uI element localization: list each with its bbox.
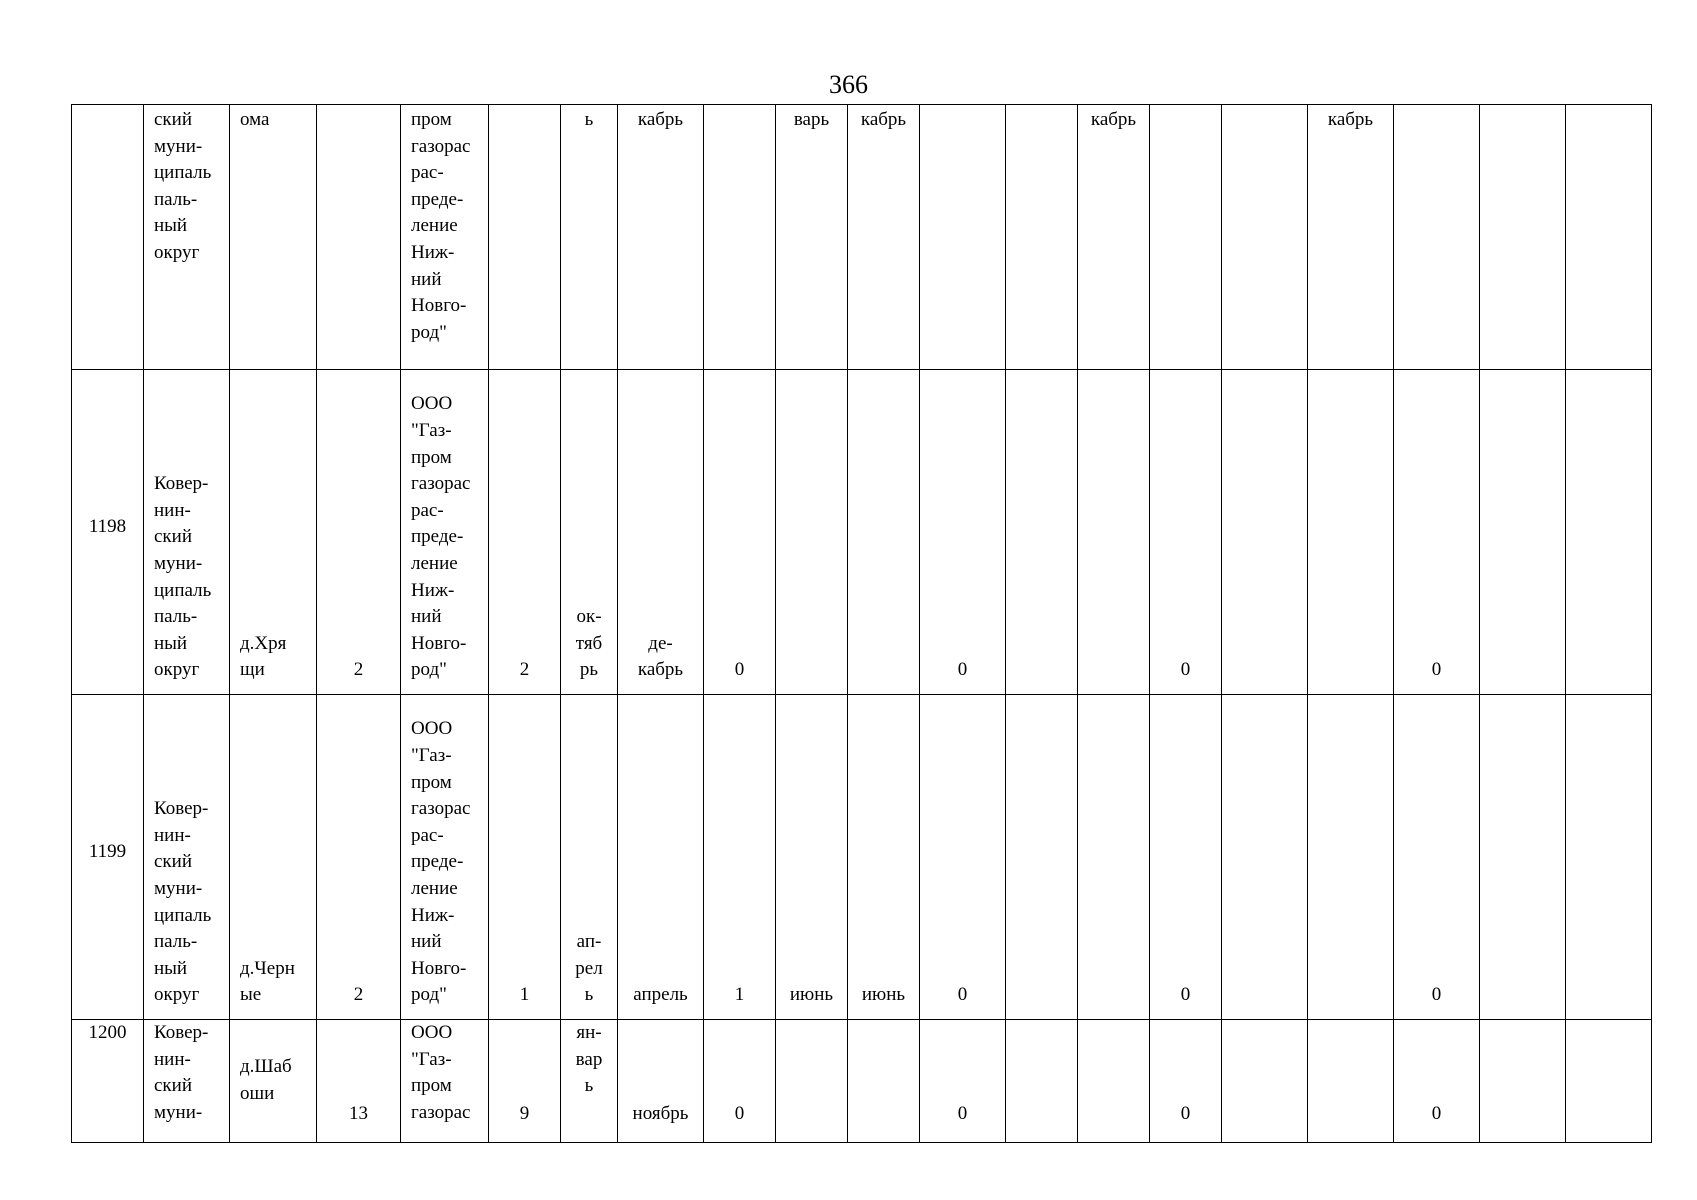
- table-cell: 0: [1150, 370, 1222, 695]
- table-cell: 0: [1394, 1020, 1480, 1143]
- table-cell: [1150, 105, 1222, 370]
- table-cell: 0: [1150, 695, 1222, 1020]
- table-cell: [1078, 1020, 1150, 1143]
- district-cell: Ковер- нин- ский муни- ципаль паль- ный округ: [144, 695, 230, 1020]
- table-cell: июнь: [776, 695, 848, 1020]
- table-row: [72, 105, 1652, 370]
- table-cell: кабрь: [1078, 105, 1150, 370]
- organization-cell: ООО "Газ- пром газорас рас- преде- ление Ниж- ний Новго- род": [401, 370, 489, 695]
- table-cell: [1222, 105, 1308, 370]
- table-cell: [1006, 105, 1078, 370]
- table-cell: [1006, 695, 1078, 1020]
- table-cell: [1566, 1020, 1652, 1143]
- organization-cell: ООО "Газ- пром газорас: [401, 1020, 489, 1143]
- table-cell: кабрь: [1308, 105, 1394, 370]
- table-cell: [1480, 695, 1566, 1020]
- district-cell: ский муни- ципаль паль- ный округ: [144, 105, 230, 370]
- table-cell: ь: [561, 105, 618, 370]
- table-cell: [776, 1020, 848, 1143]
- table-cell: [1480, 105, 1566, 370]
- settlement-cell: ома: [230, 105, 317, 370]
- table-cell: 0: [1394, 370, 1480, 695]
- table-cell: 0: [1394, 695, 1480, 1020]
- table-cell: 0: [920, 1020, 1006, 1143]
- table-cell: [920, 105, 1006, 370]
- table-cell: кабрь: [848, 105, 920, 370]
- table-cell: варь: [776, 105, 848, 370]
- table-cell: [1222, 370, 1308, 695]
- table-cell: де- кабрь: [618, 370, 704, 695]
- table-cell: 9: [489, 1020, 561, 1143]
- table-cell: ап- рел ь: [561, 695, 618, 1020]
- table-cell: 2: [489, 370, 561, 695]
- table-cell: [1480, 370, 1566, 695]
- table-cell: 13: [317, 1020, 401, 1143]
- table-cell: 1: [704, 695, 776, 1020]
- table-cell: ок- тяб рь: [561, 370, 618, 695]
- table-cell: 0: [704, 370, 776, 695]
- table-cell: 2: [317, 370, 401, 695]
- table-cell: [1006, 370, 1078, 695]
- table-row: [72, 1020, 1652, 1143]
- table-cell: апрель: [618, 695, 704, 1020]
- row-number: 1200: [72, 1020, 144, 1143]
- table-cell: 0: [1150, 1020, 1222, 1143]
- table-cell: [1480, 1020, 1566, 1143]
- table-cell: [1308, 695, 1394, 1020]
- table-cell: [317, 105, 401, 370]
- table-cell: [1566, 695, 1652, 1020]
- settlement-cell: д.Хря щи: [230, 370, 317, 695]
- table-cell: 2: [317, 695, 401, 1020]
- table-cell: [1308, 1020, 1394, 1143]
- table-cell: [1394, 105, 1480, 370]
- table-cell: [1222, 695, 1308, 1020]
- row-number: 1199: [72, 695, 144, 1020]
- organization-cell: пром газорас рас- преде- ление Ниж- ний Новго- род": [401, 105, 489, 370]
- table-cell: кабрь: [618, 105, 704, 370]
- district-cell: Ковер- нин- ский муни- ципаль паль- ный округ: [144, 370, 230, 695]
- row-number: 1198: [72, 370, 144, 695]
- table-cell: ян- вар ь: [561, 1020, 618, 1143]
- district-cell: Ковер- нин- ский муни-: [144, 1020, 230, 1143]
- table-cell: [1566, 370, 1652, 695]
- table-cell: [1308, 370, 1394, 695]
- data-table: [71, 104, 1652, 1143]
- table-cell: [704, 105, 776, 370]
- table-cell: [489, 105, 561, 370]
- table-cell: [1078, 695, 1150, 1020]
- table-cell: 1: [489, 695, 561, 1020]
- table-cell: [776, 370, 848, 695]
- table-cell: [1006, 1020, 1078, 1143]
- table-cell: 0: [920, 370, 1006, 695]
- table-cell: [1566, 105, 1652, 370]
- table-cell: [1222, 1020, 1308, 1143]
- table-cell: 0: [704, 1020, 776, 1143]
- table-cell: июнь: [848, 695, 920, 1020]
- settlement-cell: д.Шаб оши: [230, 1020, 317, 1143]
- table-row: [72, 370, 1652, 695]
- table-cell: [848, 370, 920, 695]
- row-number: [72, 105, 144, 370]
- table-cell: [1078, 370, 1150, 695]
- settlement-cell: д.Черн ые: [230, 695, 317, 1020]
- table-cell: ноябрь: [618, 1020, 704, 1143]
- table-row: [72, 695, 1652, 1020]
- table-cell: 0: [920, 695, 1006, 1020]
- table-cell: [848, 1020, 920, 1143]
- organization-cell: ООО "Газ- пром газорас рас- преде- ление Ниж- ний Новго- род": [401, 695, 489, 1020]
- page-number: 366: [829, 70, 868, 99]
